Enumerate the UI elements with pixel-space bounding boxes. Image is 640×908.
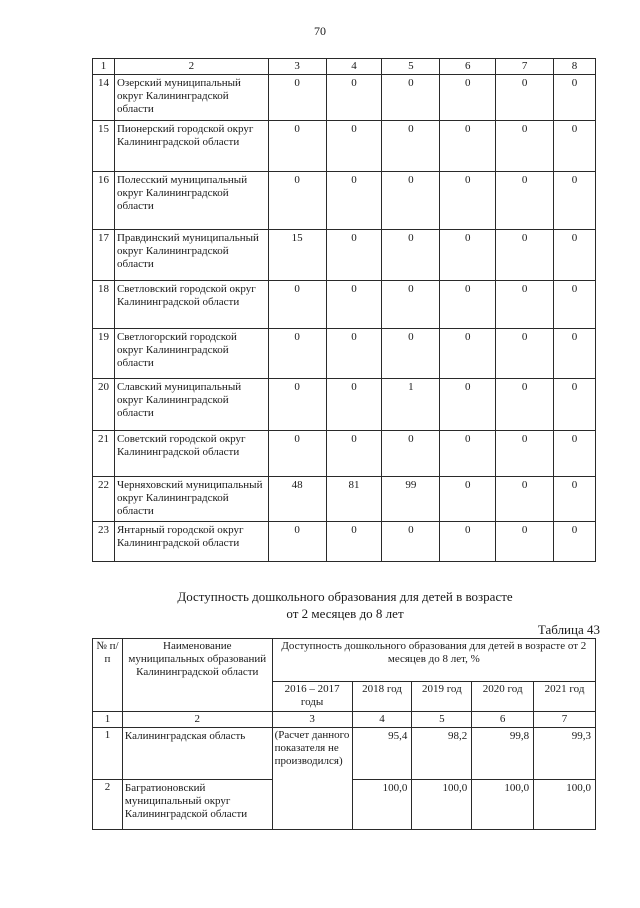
municipality-name: Калининградская область: [122, 728, 272, 780]
header-year: 2020 год: [472, 682, 534, 712]
value-cell: 100,0: [412, 780, 472, 830]
row-number: 23: [93, 522, 115, 562]
value-cell: 0: [326, 121, 382, 172]
value-cell: 0: [326, 522, 382, 562]
value-cell: 0: [440, 75, 496, 121]
value-cell: 0: [496, 379, 554, 431]
value-cell: 0: [440, 121, 496, 172]
col-num-7: 7: [496, 59, 554, 75]
value-cell: 0: [440, 281, 496, 329]
value-cell: 100,0: [534, 780, 596, 830]
municipality-name: Багратионовский муниципальный округ Калининградской области: [122, 780, 272, 830]
value-cell: 99: [382, 477, 440, 522]
value-cell: 100,0: [352, 780, 412, 830]
col-num-8: 8: [554, 59, 596, 75]
value-cell: 0: [440, 172, 496, 230]
value-cell: 0: [554, 75, 596, 121]
value-cell: 0: [382, 431, 440, 477]
col-num-5: 5: [382, 59, 440, 75]
value-cell: 0: [326, 329, 382, 379]
value-cell: 0: [496, 329, 554, 379]
not-calculated-note: (Расчет данного показателя не производился): [272, 728, 352, 830]
value-cell: 99,3: [534, 728, 596, 780]
header-year: 2016 – 2017 годы: [272, 682, 352, 712]
value-cell: 0: [496, 75, 554, 121]
value-cell: 0: [382, 230, 440, 281]
row-number: 15: [93, 121, 115, 172]
municipality-name: Полесский муниципальный округ Калининградской области: [114, 172, 268, 230]
value-cell: 100,0: [472, 780, 534, 830]
header-number: № п/п: [93, 639, 123, 712]
row-number: 18: [93, 281, 115, 329]
value-cell: 15: [268, 230, 326, 281]
row-number: 1: [93, 728, 123, 780]
col-num-1: 1: [93, 712, 123, 728]
header-year: 2019 год: [412, 682, 472, 712]
table-row: [93, 379, 596, 431]
value-cell: 0: [326, 281, 382, 329]
col-num-4: 4: [352, 712, 412, 728]
value-cell: 0: [440, 230, 496, 281]
value-cell: 0: [496, 522, 554, 562]
municipality-name: Янтарный городской округ Калининградской области: [114, 522, 268, 562]
value-cell: 0: [496, 477, 554, 522]
table-row: [93, 281, 596, 329]
table-header-row: [93, 639, 596, 682]
table-label: Таблица 43: [537, 622, 600, 637]
value-cell: 0: [554, 379, 596, 431]
page-number: 70: [314, 24, 326, 38]
row-number: 16: [93, 172, 115, 230]
col-num-3: 3: [268, 59, 326, 75]
row-number: 14: [93, 75, 115, 121]
value-cell: 0: [496, 281, 554, 329]
value-cell: 95,4: [352, 728, 412, 780]
value-cell: 0: [440, 329, 496, 379]
value-cell: 0: [496, 121, 554, 172]
municipality-name: Пионерский городской округ Калининградской области: [114, 121, 268, 172]
value-cell: 0: [326, 172, 382, 230]
value-cell: 0: [268, 522, 326, 562]
column-number-row: [93, 712, 596, 728]
value-cell: 0: [554, 431, 596, 477]
municipality-name: Советский городской округ Калининградской области: [114, 431, 268, 477]
col-num-7: 7: [534, 712, 596, 728]
value-cell: 0: [268, 379, 326, 431]
value-cell: 0: [554, 522, 596, 562]
section-title-line-1: Доступность дошкольного образования для детей в возрасте: [177, 589, 513, 604]
value-cell: 48: [268, 477, 326, 522]
table-row: [93, 431, 596, 477]
section-title: [0, 588, 640, 622]
value-cell: 0: [268, 281, 326, 329]
value-cell: 0: [382, 75, 440, 121]
value-cell: 0: [268, 121, 326, 172]
col-num-6: 6: [472, 712, 534, 728]
col-num-2: 2: [122, 712, 272, 728]
value-cell: 0: [496, 172, 554, 230]
value-cell: 98,2: [412, 728, 472, 780]
municipalities-table-continued: [92, 58, 596, 562]
municipality-name: Славский муниципальный округ Калининградской области: [114, 379, 268, 431]
header-municipality: Наименование муниципальных образований Калининградской области: [122, 639, 272, 712]
value-cell: 0: [382, 172, 440, 230]
value-cell: 0: [440, 522, 496, 562]
value-cell: 0: [382, 121, 440, 172]
table-header-row: [93, 59, 596, 75]
row-number: 17: [93, 230, 115, 281]
row-number: 20: [93, 379, 115, 431]
col-num-2: 2: [114, 59, 268, 75]
municipality-name: Светловский городской округ Калининградской области: [114, 281, 268, 329]
value-cell: 0: [382, 522, 440, 562]
value-cell: 0: [440, 477, 496, 522]
table-row: [93, 172, 596, 230]
value-cell: 0: [326, 230, 382, 281]
value-cell: 0: [326, 379, 382, 431]
row-number: 2: [93, 780, 123, 830]
value-cell: 0: [496, 431, 554, 477]
row-number: 19: [93, 329, 115, 379]
table-row: [93, 477, 596, 522]
value-cell: 0: [382, 329, 440, 379]
value-cell: 0: [268, 329, 326, 379]
value-cell: 0: [554, 281, 596, 329]
value-cell: 0: [554, 121, 596, 172]
municipality-name: Светлогорский городской округ Калининградской области: [114, 329, 268, 379]
table-row: [93, 728, 596, 780]
value-cell: 99,8: [472, 728, 534, 780]
value-cell: 0: [554, 172, 596, 230]
municipality-name: Озерский муниципальный округ Калининградской области: [114, 75, 268, 121]
table-row: [93, 75, 596, 121]
value-cell: 0: [268, 431, 326, 477]
table-row: [93, 329, 596, 379]
value-cell: 0: [554, 477, 596, 522]
col-num-1: 1: [93, 59, 115, 75]
table-row: [93, 230, 596, 281]
header-year: 2018 год: [352, 682, 412, 712]
header-availability-group: Доступность дошкольного образования для детей в возрасте от 2 месяцев до 8 лет, %: [272, 639, 595, 682]
value-cell: 0: [268, 172, 326, 230]
value-cell: 0: [326, 431, 382, 477]
value-cell: 81: [326, 477, 382, 522]
value-cell: 0: [554, 329, 596, 379]
value-cell: 0: [496, 230, 554, 281]
value-cell: 0: [554, 230, 596, 281]
value-cell: 0: [268, 75, 326, 121]
value-cell: 0: [326, 75, 382, 121]
row-number: 22: [93, 477, 115, 522]
section-title-line-2: от 2 месяцев до 8 лет: [286, 606, 404, 621]
col-num-5: 5: [412, 712, 472, 728]
municipality-name: Черняховский муниципальный округ Калининградской области: [114, 477, 268, 522]
table-row: [93, 522, 596, 562]
municipality-name: Правдинский муниципальный округ Калининградской области: [114, 230, 268, 281]
value-cell: 0: [382, 281, 440, 329]
row-number: 21: [93, 431, 115, 477]
value-cell: 1: [382, 379, 440, 431]
col-num-3: 3: [272, 712, 352, 728]
col-num-4: 4: [326, 59, 382, 75]
header-year: 2021 год: [534, 682, 596, 712]
value-cell: 0: [440, 431, 496, 477]
table-row: [93, 121, 596, 172]
value-cell: 0: [440, 379, 496, 431]
preschool-availability-table: [92, 638, 596, 830]
col-num-6: 6: [440, 59, 496, 75]
